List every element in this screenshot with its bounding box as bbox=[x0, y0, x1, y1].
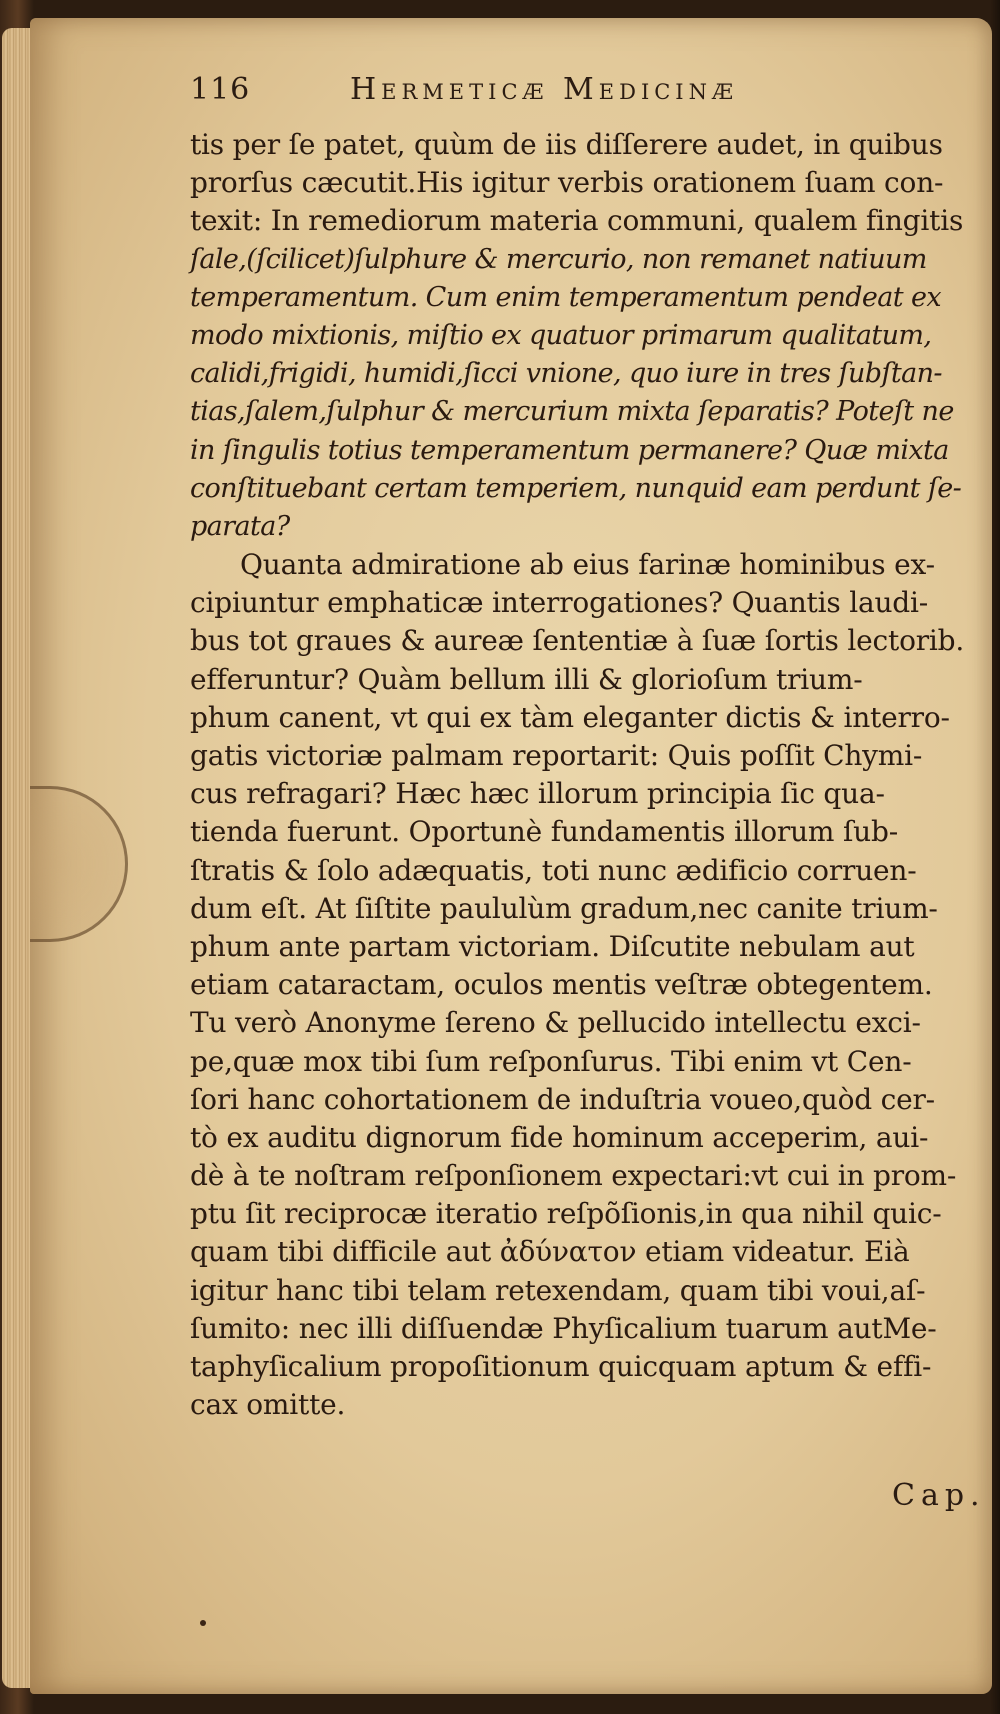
running-title: Hermeticæ Medicinæ bbox=[350, 72, 739, 107]
quoted-line: conſtituebant certam temperiem, nunquid eam perdunt ſe- bbox=[190, 472, 962, 504]
text-line: ſumito: nec illi diſſuendæ Phyſicalium tuarum autMe- bbox=[190, 1311, 937, 1345]
clasp-shadow bbox=[30, 786, 128, 942]
text-line: ſtratis & ſolo adæquatis, toti nunc ædificio corruen- bbox=[190, 853, 917, 887]
text-line: cus refragari? Hæc hæc illorum principia ſic qua- bbox=[190, 777, 885, 811]
text-line: etiam cataractam, oculos mentis veſtræ obtegentem. bbox=[190, 968, 933, 1002]
text-line: ptu ſit reciprocæ iteratio reſpõſionis,in qua nihil quic- bbox=[190, 1197, 942, 1231]
quoted-line: ſale,(ſcilicet)ſulphure & mercurio, non remanet natiuum bbox=[190, 243, 927, 275]
text-line: Tu verò Anonyme ſereno & pellucido intellectu exci- bbox=[190, 1006, 921, 1040]
text-line: quam tibi difficile aut ἀδύνατον etiam videatur. Eià bbox=[190, 1235, 910, 1269]
quoted-line: temperamentum. Cum enim temperamentum pendeat ex bbox=[190, 281, 942, 313]
quoted-line: in ſingulis totius temperamentum permanere? Quæ mixta bbox=[190, 434, 949, 466]
quoted-line: tias,ſalem,ſulphur & mercurium mixta ſeparatis? Poteſt ne bbox=[190, 396, 954, 428]
text-line: bus tot graues & aureæ ſententiæ à ſuæ ſortis lectorib. bbox=[190, 624, 965, 658]
text-line: cipiuntur emphaticæ interrogationes? Quantis laudi- bbox=[190, 586, 929, 620]
text-line: igitur hanc tibi telam retexendam, quam tibi voui,aſ- bbox=[190, 1273, 926, 1307]
text-line: taphyſicalium propoſitionum quicquam aptum & effi- bbox=[190, 1350, 932, 1383]
text-line: dè à te noſtram reſponſionem expectari:vt cui in prom- bbox=[190, 1159, 957, 1193]
paragraph-start-line: Quanta admiratione ab eius farinæ hominibus ex- bbox=[240, 548, 935, 582]
text-line: cax omitte. bbox=[190, 1388, 346, 1422]
text-line: texit: In remediorum materia communi, qualem fingitis bbox=[190, 204, 964, 238]
page-number: 116 bbox=[190, 72, 251, 107]
text-line: tò ex auditu dignorum fide hominum acceperim, aui- bbox=[190, 1120, 929, 1154]
text-line: ſori hanc cohortationem de induſtria voueo,quòd cer- bbox=[190, 1082, 935, 1116]
text-line: phum canent, vt qui ex tàm eleganter dictis & interro- bbox=[190, 700, 950, 734]
ink-spot bbox=[200, 1620, 206, 1626]
catchword: Cap. bbox=[892, 1478, 986, 1513]
text-line: gatis victoriæ palmam reportarit: Quis poſſit Chymi- bbox=[190, 739, 923, 772]
quoted-line: calidi,frigidi, humidi,ſicci vnione, quo iure in tres ſubſtan- bbox=[190, 358, 942, 390]
body-text bbox=[190, 126, 980, 1424]
text-line: efferuntur? Quàm bellum illi & glorioſum trium- bbox=[190, 662, 863, 696]
text-line: prorſus cæcutit.His igitur verbis orationem ſuam con- bbox=[190, 166, 944, 200]
text-line: pe,quæ mox tibi ſum reſponſurus. Tibi enim vt Cen- bbox=[190, 1044, 912, 1078]
quoted-line: parata? bbox=[190, 510, 290, 542]
running-head bbox=[190, 72, 910, 122]
text-line: dum eſt. At ſiſtite paululùm gradum,nec canite trium- bbox=[190, 891, 938, 925]
quoted-line: modo mixtionis, miſtio ex quatuor primarum qualitatum, bbox=[190, 319, 932, 351]
text-line: phum ante partam victoriam. Diſcutite nebulam aut bbox=[190, 929, 915, 963]
text-line: tienda fuerunt. Oportunè fundamentis illorum ſub- bbox=[190, 815, 898, 849]
text-line: tis per ſe patet, quùm de iis diſſerere audet, in quibus bbox=[190, 128, 943, 161]
